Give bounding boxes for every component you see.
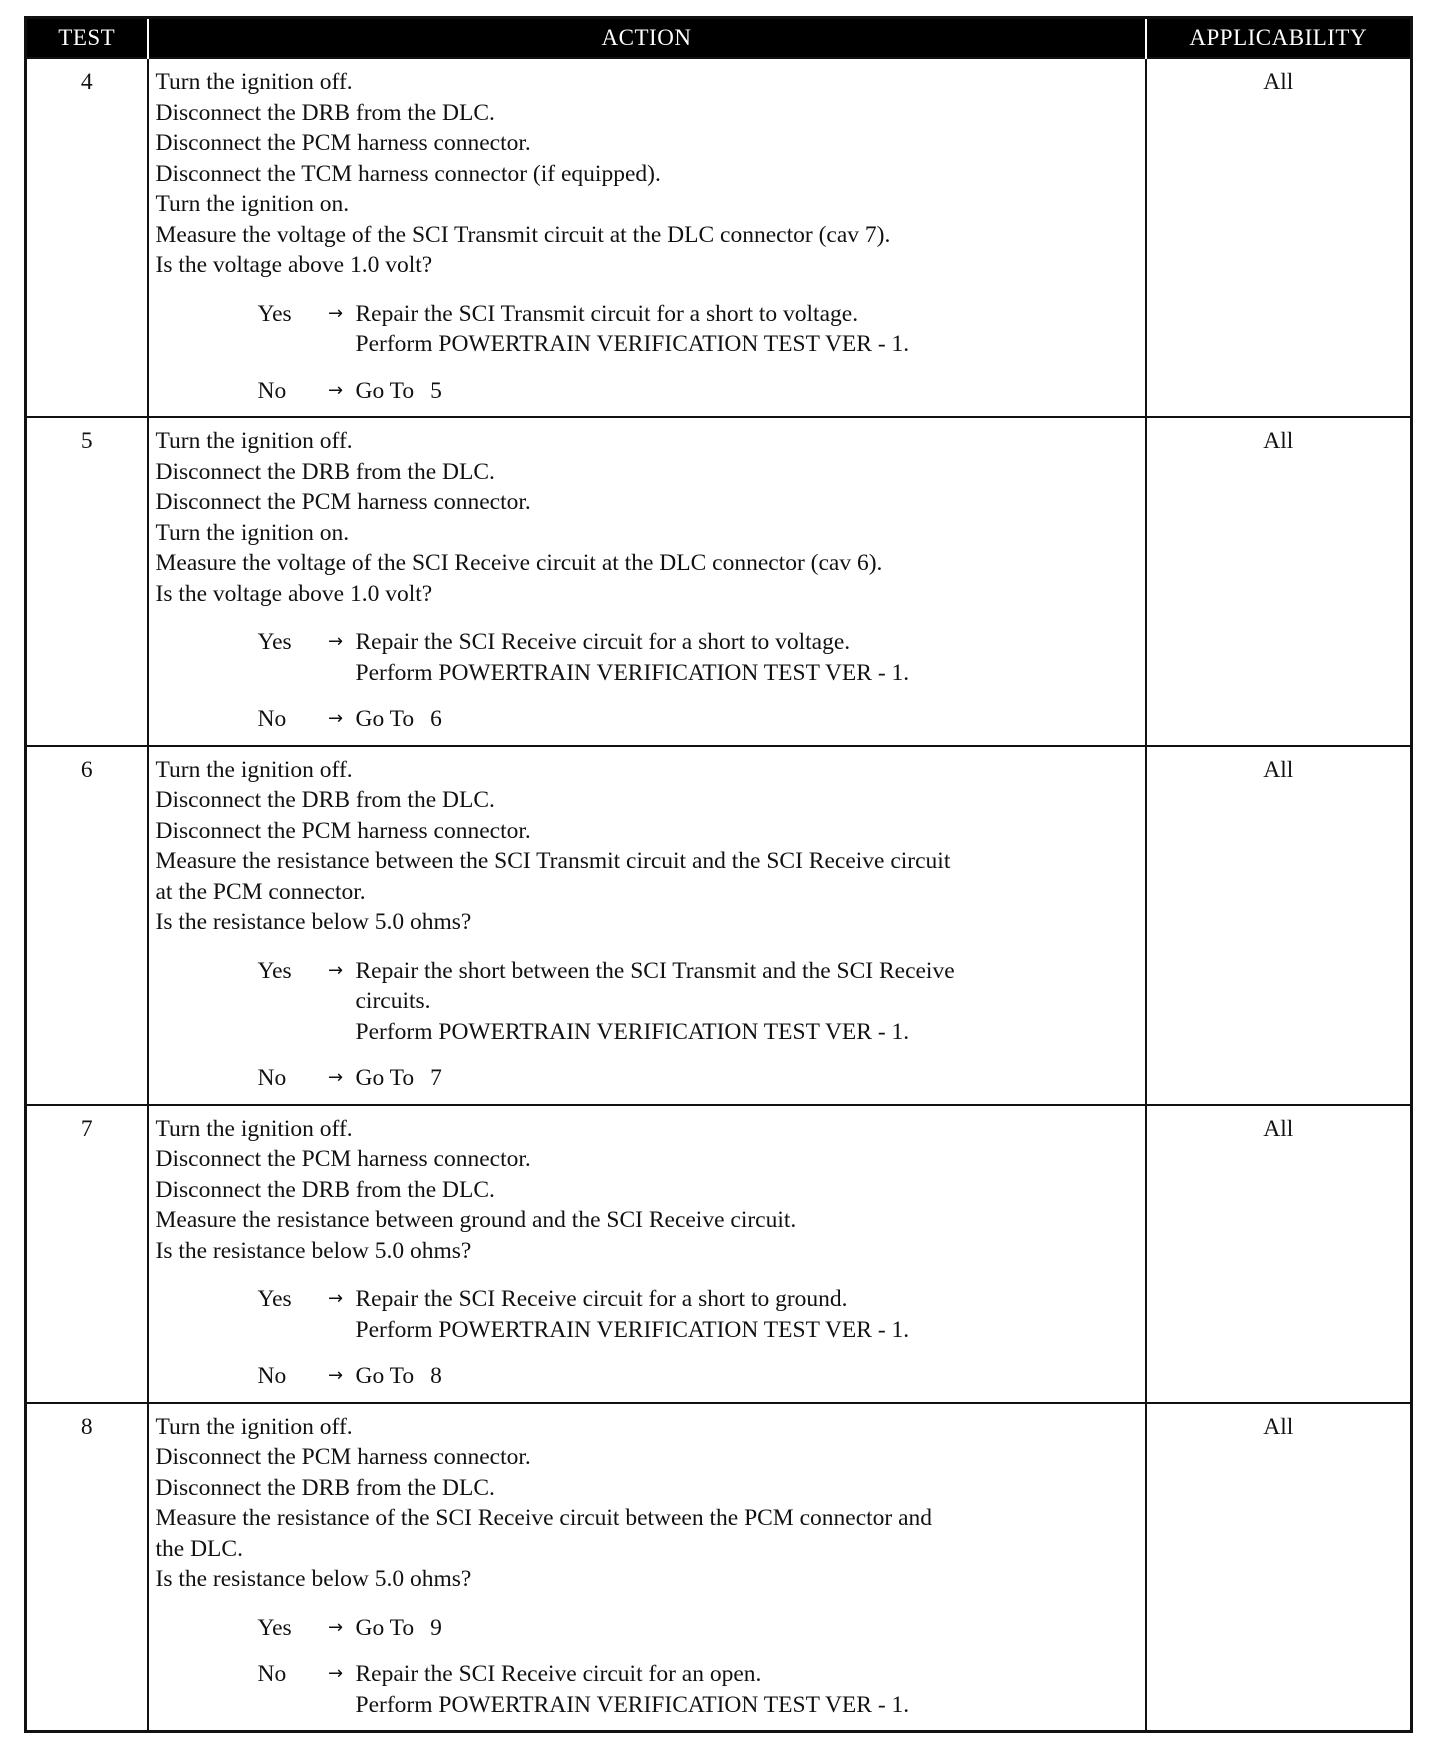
result-line: circuits. bbox=[355, 988, 431, 1014]
action-step: Turn the ignition off. bbox=[155, 1413, 353, 1440]
action-step: Is the resistance below 5.0 ohms? bbox=[155, 1237, 472, 1264]
right-arrow-icon: → bbox=[327, 379, 344, 401]
no-answer bbox=[258, 1063, 1139, 1094]
table-row bbox=[26, 417, 1412, 746]
right-arrow-icon: → bbox=[327, 708, 344, 729]
yes-result bbox=[356, 627, 1139, 688]
action-step: Disconnect the DRB from the DLC. bbox=[155, 787, 495, 813]
no-answer bbox=[258, 1659, 1139, 1720]
action-step: Turn the ignition off. bbox=[155, 428, 353, 454]
action-step: Disconnect the PCM harness connector. bbox=[155, 130, 531, 156]
right-arrow-icon: → bbox=[327, 631, 344, 652]
yes-label: Yes bbox=[257, 1286, 292, 1312]
no-label: No bbox=[257, 1661, 287, 1687]
action-step: Disconnect the PCM harness connector. bbox=[155, 489, 531, 515]
action-step: Is the resistance below 5.0 ohms? bbox=[155, 909, 472, 935]
applicability-value: All bbox=[1146, 417, 1412, 746]
result-line: Repair the SCI Transmit circuit for a short to voltage. bbox=[355, 300, 859, 327]
yes-answer bbox=[258, 1613, 1139, 1644]
action-step: at the PCM connector. bbox=[155, 878, 366, 905]
table-header bbox=[26, 18, 1412, 59]
action-step: Measure the resistance between the SCI Transmit circuit and the SCI Receive circuit bbox=[155, 848, 951, 874]
action-step: Disconnect the PCM harness connector. bbox=[155, 1146, 531, 1172]
yes-label: Yes bbox=[257, 1614, 292, 1641]
right-arrow-icon: → bbox=[327, 1616, 344, 1638]
yes-answer bbox=[258, 956, 1139, 1048]
action-cell bbox=[148, 1403, 1146, 1732]
result-line: Perform POWERTRAIN VERIFICATION TEST VER - 1. bbox=[355, 659, 910, 686]
answer-block bbox=[156, 299, 1139, 407]
no-result bbox=[356, 704, 1139, 735]
action-step: Is the voltage above 1.0 volt? bbox=[155, 580, 433, 607]
applicability-value: All bbox=[1146, 58, 1412, 417]
no-label: No bbox=[257, 1363, 287, 1389]
action-cell bbox=[148, 417, 1146, 746]
header-applicability: APPLICABILITY bbox=[1146, 18, 1412, 59]
goto-test-number: 8 bbox=[430, 1363, 442, 1389]
goto-test-number: 7 bbox=[430, 1065, 442, 1091]
goto-test-number: 5 bbox=[430, 377, 442, 404]
action-step: Turn the ignition on. bbox=[155, 191, 350, 217]
right-arrow-icon: → bbox=[327, 959, 344, 981]
applicability-value: All bbox=[1146, 1105, 1412, 1403]
no-result bbox=[356, 1063, 1139, 1094]
test-number: 8 bbox=[26, 1403, 148, 1732]
goto-label: Go To bbox=[355, 706, 415, 732]
test-number: 6 bbox=[26, 746, 148, 1105]
right-arrow-icon: → bbox=[327, 1365, 344, 1386]
test-number: 5 bbox=[26, 417, 148, 746]
action-step: Disconnect the DRB from the DLC. bbox=[155, 1474, 495, 1501]
action-step: the DLC. bbox=[155, 1535, 243, 1562]
yes-result bbox=[356, 956, 1139, 1048]
action-step: Turn the ignition off. bbox=[155, 1115, 353, 1142]
no-answer bbox=[258, 704, 1139, 735]
result-line: Repair the SCI Receive circuit for an open. bbox=[355, 1661, 762, 1687]
no-answer bbox=[258, 1361, 1139, 1392]
table-row bbox=[26, 1105, 1412, 1403]
action-cell bbox=[148, 58, 1146, 417]
header-row bbox=[26, 18, 1412, 59]
result-line: Repair the short between the SCI Transmit and the SCI Receive bbox=[355, 957, 955, 984]
yes-label: Yes bbox=[257, 629, 292, 655]
yes-answer bbox=[258, 1284, 1139, 1345]
result-line: Repair the SCI Receive circuit for a short to ground. bbox=[355, 1286, 848, 1312]
result-line: Repair the SCI Receive circuit for a short to voltage. bbox=[355, 629, 851, 655]
action-step: Measure the voltage of the SCI Transmit circuit at the DLC connector (cav 7). bbox=[155, 221, 891, 248]
answer-block bbox=[156, 1284, 1139, 1392]
no-result bbox=[356, 376, 1139, 407]
applicability-value: All bbox=[1146, 746, 1412, 1105]
yes-result bbox=[356, 1284, 1139, 1345]
action-step: Is the voltage above 1.0 volt? bbox=[155, 252, 433, 278]
no-result bbox=[356, 1659, 1139, 1720]
no-result bbox=[356, 1361, 1139, 1392]
right-arrow-icon: → bbox=[327, 1288, 344, 1309]
goto-label: Go To bbox=[355, 377, 415, 404]
right-arrow-icon: → bbox=[327, 302, 344, 324]
action-step: Is the resistance below 5.0 ohms? bbox=[155, 1566, 472, 1592]
action-step: Disconnect the PCM harness connector. bbox=[155, 817, 531, 844]
action-step: Measure the resistance of the SCI Receive circuit between the PCM connector and bbox=[155, 1505, 933, 1531]
no-answer bbox=[258, 376, 1139, 407]
right-arrow-icon: → bbox=[327, 1067, 344, 1088]
action-step: Disconnect the TCM harness connector (if equipped). bbox=[155, 160, 661, 187]
result-line: Perform POWERTRAIN VERIFICATION TEST VER - 1. bbox=[355, 1691, 910, 1718]
header-test: TEST bbox=[26, 18, 148, 59]
no-label: No bbox=[257, 377, 287, 404]
table-row bbox=[26, 58, 1412, 417]
goto-label: Go To bbox=[355, 1065, 415, 1091]
answer-block bbox=[156, 627, 1139, 735]
action-step: Measure the resistance between ground and the SCI Receive circuit. bbox=[155, 1207, 797, 1233]
table-row bbox=[26, 1403, 1412, 1732]
yes-label: Yes bbox=[257, 300, 292, 327]
answer-block bbox=[156, 1613, 1139, 1721]
action-step: Turn the ignition off. bbox=[155, 69, 353, 95]
test-number: 4 bbox=[26, 58, 148, 417]
header-action: ACTION bbox=[148, 18, 1146, 59]
no-label: No bbox=[257, 706, 287, 732]
result-line: Perform POWERTRAIN VERIFICATION TEST VER - 1. bbox=[355, 1018, 910, 1045]
action-step: Turn the ignition on. bbox=[155, 519, 350, 546]
goto-label: Go To bbox=[355, 1614, 415, 1641]
no-label: No bbox=[257, 1065, 287, 1091]
diagnostic-test-table bbox=[24, 16, 1413, 1733]
action-cell bbox=[148, 1105, 1146, 1403]
answer-block bbox=[156, 956, 1139, 1094]
goto-test-number: 9 bbox=[430, 1614, 442, 1641]
action-step: Disconnect the DRB from the DLC. bbox=[155, 458, 495, 485]
action-step: Measure the voltage of the SCI Receive circuit at the DLC connector (cav 6). bbox=[155, 550, 883, 576]
goto-label: Go To bbox=[355, 1363, 415, 1389]
yes-answer bbox=[258, 299, 1139, 360]
action-step: Turn the ignition off. bbox=[155, 756, 353, 783]
result-line: Perform POWERTRAIN VERIFICATION TEST VER - 1. bbox=[355, 1316, 910, 1343]
table-body bbox=[26, 58, 1412, 1732]
table-row bbox=[26, 746, 1412, 1105]
yes-label: Yes bbox=[257, 957, 292, 984]
action-step: Disconnect the DRB from the DLC. bbox=[155, 99, 495, 126]
applicability-value: All bbox=[1146, 1403, 1412, 1732]
test-number: 7 bbox=[26, 1105, 148, 1403]
yes-result bbox=[356, 299, 1139, 360]
yes-answer bbox=[258, 627, 1139, 688]
right-arrow-icon: → bbox=[327, 1663, 344, 1684]
result-line: Perform POWERTRAIN VERIFICATION TEST VER - 1. bbox=[355, 331, 910, 357]
yes-result bbox=[356, 1613, 1139, 1644]
action-cell bbox=[148, 746, 1146, 1105]
action-step: Disconnect the DRB from the DLC. bbox=[155, 1176, 495, 1203]
goto-test-number: 6 bbox=[430, 706, 442, 732]
action-step: Disconnect the PCM harness connector. bbox=[155, 1444, 531, 1470]
